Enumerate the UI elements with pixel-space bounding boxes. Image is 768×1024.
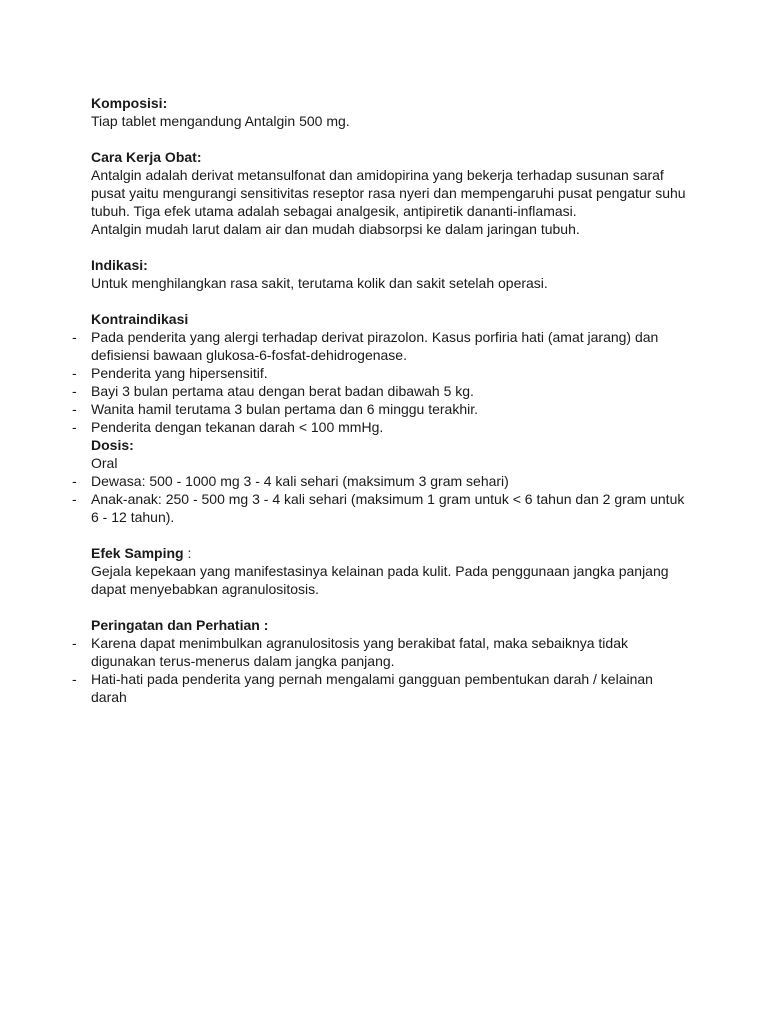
section-dosis <box>72 436 691 526</box>
cara-kerja-heading: Cara Kerja Obat: <box>91 149 202 165</box>
list-dash: - <box>72 473 77 489</box>
list-dash: - <box>72 383 77 399</box>
list-dash: - <box>72 635 77 651</box>
section-komposisi <box>91 94 691 130</box>
list-item-text: Dewasa: 500 - 1000 mg 3 - 4 kali sehari (maksimum 3 gram sehari) <box>91 473 509 489</box>
list-item <box>72 364 691 382</box>
peringatan-heading: Peringatan dan Perhatian : <box>91 617 269 633</box>
dosis-heading: Dosis: <box>91 437 134 453</box>
cara-kerja-paragraph: Antalgin mudah larut dalam air dan mudah diabsorpsi ke dalam jaringan tubuh. <box>91 221 580 237</box>
section-kontraindikasi <box>72 310 691 436</box>
list-item-text: Hati-hati pada penderita yang pernah mengalami gangguan pembentukan darah / kelainan darah <box>91 671 653 705</box>
document-body <box>72 94 691 724</box>
list-item-text: Bayi 3 bulan pertama atau dengan berat badan dibawah 5 kg. <box>91 383 474 399</box>
list-item <box>72 472 691 490</box>
kontraindikasi-heading: Kontraindikasi <box>91 311 189 327</box>
efek-samping-heading-suffix: : <box>183 545 192 561</box>
kontraindikasi-list <box>72 328 691 436</box>
list-item <box>72 418 691 436</box>
efek-samping-heading <box>91 544 691 562</box>
komposisi-heading: Komposisi: <box>91 95 168 111</box>
list-item <box>72 400 691 418</box>
efek-samping-text: Gejala kepekaan yang manifestasinya kelainan pada kulit. Pada penggunaan jangka panjang dapat menyebabkan agranulositosis. <box>91 563 669 597</box>
list-dash: - <box>72 401 77 417</box>
dosis-list <box>72 472 691 526</box>
list-item-text: Penderita dengan tekanan darah < 100 mmHg. <box>91 419 384 435</box>
section-efek-samping <box>91 544 691 598</box>
list-dash: - <box>72 365 77 381</box>
list-item <box>72 670 691 706</box>
list-dash: - <box>72 671 77 687</box>
dosis-route: Oral <box>91 455 118 471</box>
efek-samping-heading-text: Efek Samping <box>91 545 184 561</box>
list-dash: - <box>72 491 77 507</box>
list-item-text: Anak-anak: 250 - 500 mg 3 - 4 kali sehari (maksimum 1 gram untuk < 6 tahun dan 2 gram untuk 6 - 12 tahun). <box>91 491 685 525</box>
peringatan-list <box>72 634 691 706</box>
list-item-text: Pada penderita yang alergi terhadap derivat pirazolon. Kasus porfiria hati (amat jarang) dan defisiensi bawaan glukosa-6-fosfat-dehidrogenase. <box>91 329 659 363</box>
komposisi-text: Tiap tablet mengandung Antalgin 500 mg. <box>91 113 350 129</box>
list-item <box>72 328 691 364</box>
list-item <box>72 634 691 670</box>
list-item-text: Karena dapat menimbulkan agranulositosis yang berakibat fatal, maka sebaiknya tidak digunakan terus-menerus dalam jangka panjang. <box>91 635 628 669</box>
list-item <box>72 382 691 400</box>
list-item-text: Penderita yang hipersensitif. <box>91 365 268 381</box>
cara-kerja-paragraph: Antalgin adalah derivat metansulfonat dan amidopirina yang bekerja terhadap susunan saraf pusat yaitu mengurangi sensitivitas reseptor rasa nyeri dan mempengaruhi pusat pengatur suhu tubuh. Tiga efek utama adalah sebagai analgesik, antipiretik dananti-inflamasi. <box>91 167 686 219</box>
list-item-text: Wanita hamil terutama 3 bulan pertama dan 6 minggu terakhir. <box>91 401 479 417</box>
list-dash: - <box>72 419 77 435</box>
section-peringatan <box>72 616 691 706</box>
indikasi-heading: Indikasi: <box>91 257 148 273</box>
indikasi-text: Untuk menghilangkan rasa sakit, terutama kolik dan sakit setelah operasi. <box>91 275 548 291</box>
section-cara-kerja <box>91 148 691 238</box>
list-item <box>72 490 691 526</box>
section-indikasi <box>91 256 691 292</box>
list-dash: - <box>72 329 77 345</box>
